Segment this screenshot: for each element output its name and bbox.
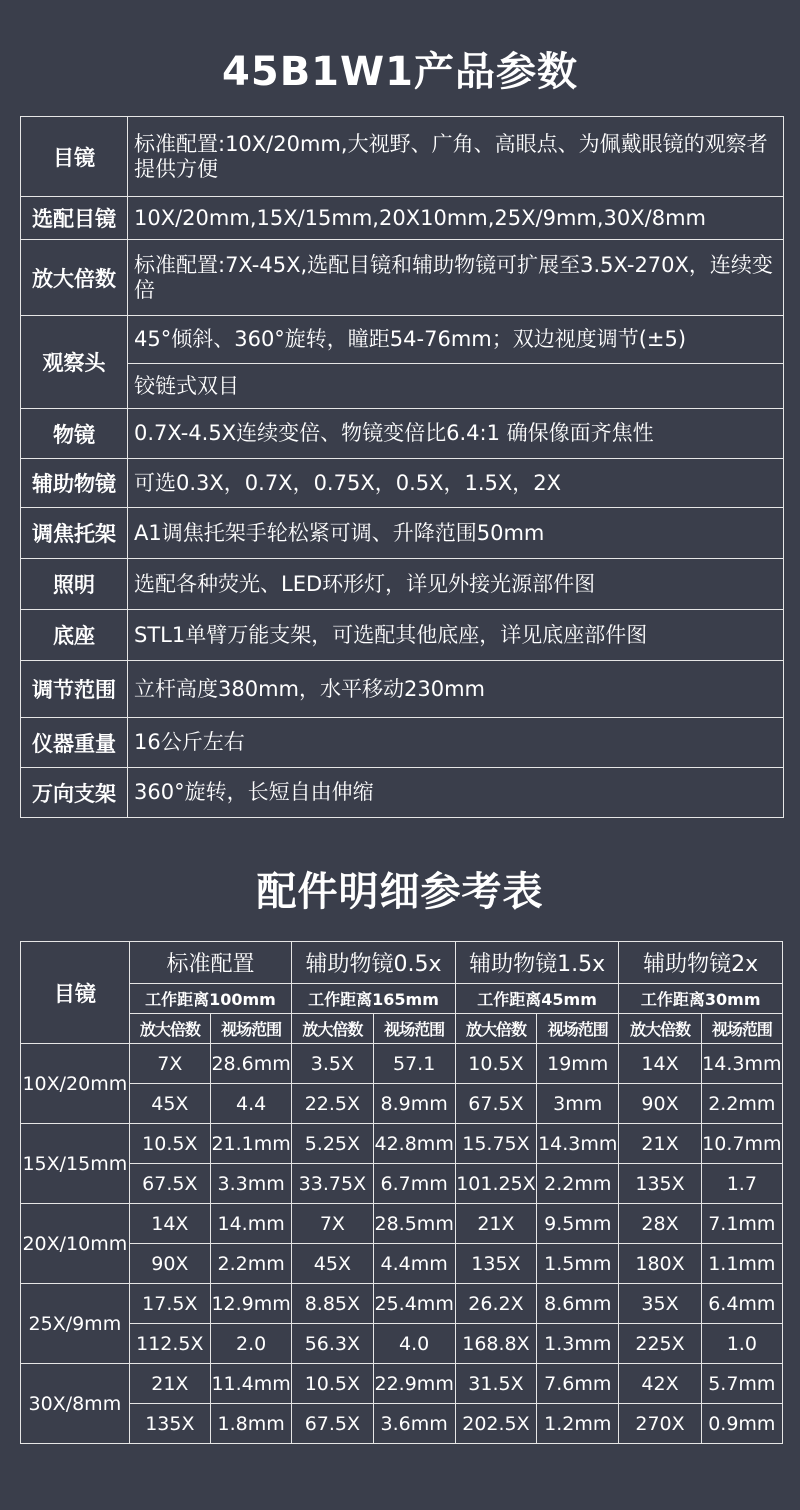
table-row [21, 661, 784, 718]
table-row [21, 197, 784, 240]
spec-value: 铰链式双目 [128, 364, 784, 409]
working-distance: 工作距离45mm [455, 984, 619, 1014]
magnification-cell: 5.25X [292, 1124, 373, 1164]
working-distance: 工作距离165mm [292, 984, 456, 1014]
table-row [21, 1124, 783, 1164]
field-of-view-cell: 4.4 [210, 1084, 291, 1124]
field-of-view-cell: 8.6mm [537, 1284, 619, 1324]
table-row [21, 508, 784, 559]
spec-label: 目镜 [21, 117, 128, 197]
table-row [21, 1244, 783, 1284]
field-of-view-cell: 4.4mm [373, 1244, 455, 1284]
magnification-cell: 135X [619, 1164, 701, 1204]
table-row [21, 1164, 783, 1204]
eyepiece-cell: 25X/9mm [21, 1284, 130, 1364]
field-of-view-cell: 12.9mm [210, 1284, 291, 1324]
magnification-cell: 10.5X [455, 1044, 536, 1084]
spec-label: 调节范围 [21, 661, 128, 718]
magnification-cell: 45X [292, 1244, 373, 1284]
spec-value: 360°旋转，长短自由伸缩 [128, 768, 784, 818]
table-row [21, 1044, 783, 1084]
field-of-view-cell: 1.5mm [537, 1244, 619, 1284]
field-of-view-cell: 7.1mm [701, 1204, 782, 1244]
table-row [21, 559, 784, 610]
spec-value: 0.7X-4.5X连续变倍、物镜变倍比6.4:1 确保像面齐焦性 [128, 409, 784, 459]
field-of-view-cell: 10.7mm [701, 1124, 782, 1164]
field-of-view-cell: 1.7 [701, 1164, 782, 1204]
spec-value: 10X/20mm,15X/15mm,20X10mm,25X/9mm,30X/8mm [128, 197, 784, 240]
field-of-view-cell: 28.5mm [373, 1204, 455, 1244]
spec-value: A1调焦托架手轮松紧可调、升降范围50mm [128, 508, 784, 559]
working-distance: 工作距离30mm [619, 984, 783, 1014]
magnification-cell: 31.5X [455, 1364, 536, 1404]
field-of-view-header: 视场范围 [210, 1014, 291, 1044]
spec-value: 标准配置:10X/20mm,大视野、广角、高眼点、为佩戴眼镜的观察者提供方便 [128, 117, 784, 197]
spec-value: 16公斤左右 [128, 718, 784, 768]
field-of-view-cell: 57.1 [373, 1044, 455, 1084]
field-of-view-cell: 6.4mm [701, 1284, 782, 1324]
field-of-view-header: 视场范围 [373, 1014, 455, 1044]
group-header: 辅助物镜0.5x [292, 942, 456, 984]
field-of-view-cell: 3.6mm [373, 1404, 455, 1444]
magnification-cell: 56.3X [292, 1324, 373, 1364]
spec-label: 底座 [21, 610, 128, 661]
eyepiece-cell: 20X/10mm [21, 1204, 130, 1284]
magnification-cell: 7X [292, 1204, 373, 1244]
field-of-view-cell: 0.9mm [701, 1404, 782, 1444]
parts-title: 配件明细参考表 [256, 869, 544, 915]
spec-value: 选配各种荧光、LED环形灯，详见外接光源部件图 [128, 559, 784, 610]
magnification-cell: 26.2X [455, 1284, 536, 1324]
magnification-cell: 21X [455, 1204, 536, 1244]
table-row [21, 1084, 783, 1124]
field-of-view-header: 视场范围 [537, 1014, 619, 1044]
field-of-view-cell: 7.6mm [537, 1364, 619, 1404]
field-of-view-cell: 14.3mm [537, 1124, 619, 1164]
magnification-header: 放大倍数 [619, 1014, 701, 1044]
magnification-cell: 14X [619, 1044, 701, 1084]
spec-value: 可选0.3X，0.7X，0.75X，0.5X，1.5X，2X [128, 459, 784, 508]
table-row [21, 1284, 783, 1324]
eyepiece-cell: 15X/15mm [21, 1124, 130, 1204]
field-of-view-cell: 2.0 [210, 1324, 291, 1364]
table-row [21, 459, 784, 508]
spec-value: STL1单臂万能支架，可选配其他底座，详见底座部件图 [128, 610, 784, 661]
magnification-cell: 33.75X [292, 1164, 373, 1204]
magnification-cell: 35X [619, 1284, 701, 1324]
field-of-view-cell: 28.6mm [210, 1044, 291, 1084]
field-of-view-cell: 3mm [537, 1084, 619, 1124]
eyepiece-cell: 10X/20mm [21, 1044, 130, 1124]
field-of-view-cell: 25.4mm [373, 1284, 455, 1324]
eyepiece-header: 目镜 [21, 942, 130, 1044]
table-row [21, 316, 784, 364]
magnification-cell: 7X [129, 1044, 210, 1084]
magnification-cell: 90X [619, 1084, 701, 1124]
spec-label: 照明 [21, 559, 128, 610]
magnification-header: 放大倍数 [292, 1014, 373, 1044]
magnification-cell: 21X [129, 1364, 210, 1404]
magnification-header: 放大倍数 [455, 1014, 536, 1044]
table-row [21, 768, 784, 818]
table-row [21, 1324, 783, 1364]
spec-label: 辅助物镜 [21, 459, 128, 508]
spec-table [20, 116, 784, 818]
table-header-row [21, 984, 783, 1014]
magnification-cell: 21X [619, 1124, 701, 1164]
field-of-view-cell: 1.3mm [537, 1324, 619, 1364]
magnification-header: 放大倍数 [129, 1014, 210, 1044]
magnification-cell: 67.5X [129, 1164, 210, 1204]
magnification-cell: 67.5X [292, 1404, 373, 1444]
table-header-row [21, 1014, 783, 1044]
magnification-cell: 28X [619, 1204, 701, 1244]
parts-body [21, 1044, 783, 1444]
group-header: 辅助物镜2x [619, 942, 783, 984]
magnification-cell: 3.5X [292, 1044, 373, 1084]
field-of-view-cell: 2.2mm [537, 1164, 619, 1204]
magnification-cell: 168.8X [455, 1324, 536, 1364]
group-header: 标准配置 [129, 942, 292, 984]
spec-label: 观察头 [21, 316, 128, 409]
field-of-view-cell: 9.5mm [537, 1204, 619, 1244]
magnification-cell: 202.5X [455, 1404, 536, 1444]
eyepiece-cell: 30X/8mm [21, 1364, 130, 1444]
field-of-view-header: 视场范围 [701, 1014, 782, 1044]
spec-label: 放大倍数 [21, 240, 128, 316]
magnification-cell: 112.5X [129, 1324, 210, 1364]
magnification-cell: 10.5X [129, 1124, 210, 1164]
working-distance: 工作距离100mm [129, 984, 292, 1014]
spec-value: 立杆高度380mm，水平移动230mm [128, 661, 784, 718]
group-header: 辅助物镜1.5x [455, 942, 619, 984]
field-of-view-cell: 1.2mm [537, 1404, 619, 1444]
magnification-cell: 90X [129, 1244, 210, 1284]
spec-value: 标准配置:7X-45X,选配目镜和辅助物镜可扩展至3.5X-270X，连续变倍 [128, 240, 784, 316]
magnification-cell: 180X [619, 1244, 701, 1284]
magnification-cell: 135X [129, 1404, 210, 1444]
table-row [21, 409, 784, 459]
field-of-view-cell: 22.9mm [373, 1364, 455, 1404]
magnification-cell: 45X [129, 1084, 210, 1124]
field-of-view-cell: 11.4mm [210, 1364, 291, 1404]
spec-label: 物镜 [21, 409, 128, 459]
field-of-view-cell: 6.7mm [373, 1164, 455, 1204]
table-row [21, 718, 784, 768]
magnification-cell: 42X [619, 1364, 701, 1404]
field-of-view-cell: 2.2mm [701, 1084, 782, 1124]
field-of-view-cell: 42.8mm [373, 1124, 455, 1164]
field-of-view-cell: 14.3mm [701, 1044, 782, 1084]
table-header-row [21, 942, 783, 984]
parts-table [20, 941, 783, 1444]
spec-title: 45B1W1产品参数 [222, 49, 578, 95]
magnification-cell: 135X [455, 1244, 536, 1284]
field-of-view-cell: 3.3mm [210, 1164, 291, 1204]
spec-label: 万向支架 [21, 768, 128, 818]
table-row [21, 1404, 783, 1444]
magnification-cell: 270X [619, 1404, 701, 1444]
field-of-view-cell: 5.7mm [701, 1364, 782, 1404]
magnification-cell: 101.25X [455, 1164, 536, 1204]
spec-label: 仪器重量 [21, 718, 128, 768]
field-of-view-cell: 1.0 [701, 1324, 782, 1364]
field-of-view-cell: 19mm [537, 1044, 619, 1084]
field-of-view-cell: 21.1mm [210, 1124, 291, 1164]
magnification-cell: 14X [129, 1204, 210, 1244]
magnification-cell: 10.5X [292, 1364, 373, 1404]
table-row [21, 117, 784, 197]
spec-label: 选配目镜 [21, 197, 128, 240]
magnification-cell: 17.5X [129, 1284, 210, 1324]
magnification-cell: 22.5X [292, 1084, 373, 1124]
magnification-cell: 8.85X [292, 1284, 373, 1324]
field-of-view-cell: 14.mm [210, 1204, 291, 1244]
table-row [21, 240, 784, 316]
magnification-cell: 15.75X [455, 1124, 536, 1164]
field-of-view-cell: 1.8mm [210, 1404, 291, 1444]
table-row [21, 610, 784, 661]
field-of-view-cell: 2.2mm [210, 1244, 291, 1284]
field-of-view-cell: 8.9mm [373, 1084, 455, 1124]
field-of-view-cell: 4.0 [373, 1324, 455, 1364]
table-row [21, 1204, 783, 1244]
table-row [21, 1364, 783, 1404]
magnification-cell: 67.5X [455, 1084, 536, 1124]
magnification-cell: 225X [619, 1324, 701, 1364]
spec-value: 45°倾斜、360°旋转，瞳距54-76mm；双边视度调节(±5) [128, 316, 784, 364]
spec-label: 调焦托架 [21, 508, 128, 559]
table-row [21, 364, 784, 409]
field-of-view-cell: 1.1mm [701, 1244, 782, 1284]
